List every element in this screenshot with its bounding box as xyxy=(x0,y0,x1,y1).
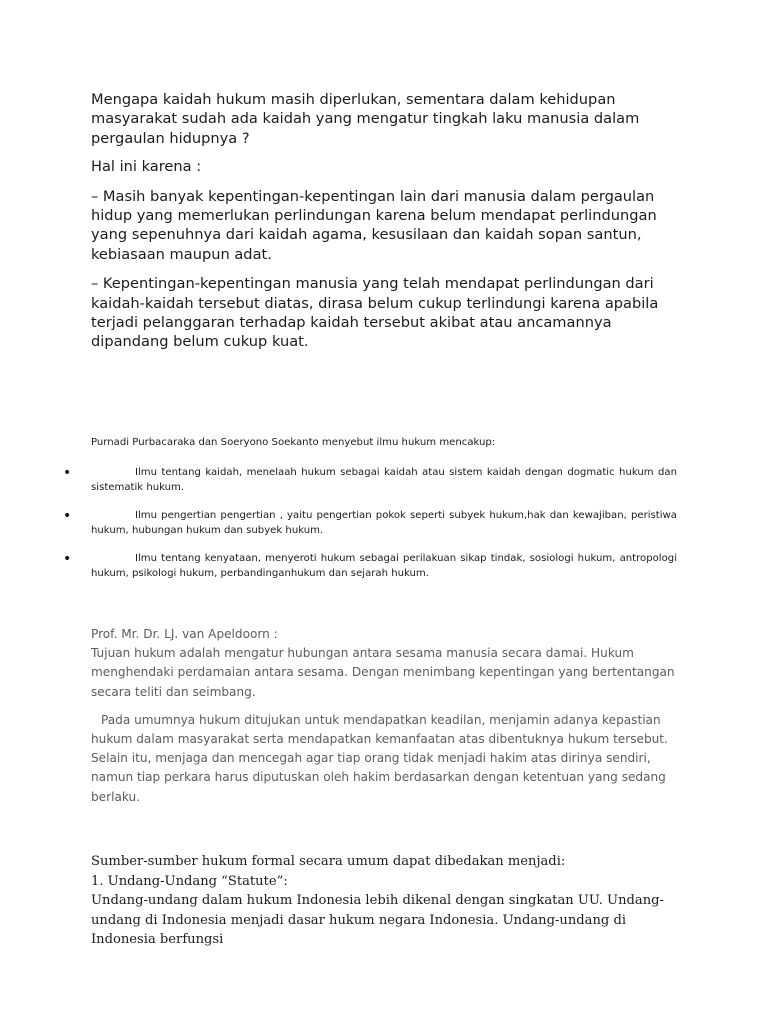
section-kaidah-hukum xyxy=(91,90,691,362)
undang-undang-body: Undang-undang dalam hukum Indonesia lebih dikenal dengan singkatan UU. Undang-undang di Indonesia menjadi dasar hukum negara Indonesia. Undang-undang di Indonesia berfungsi xyxy=(91,893,664,948)
bullet-icon: • xyxy=(63,551,72,567)
list-item xyxy=(0,509,768,538)
author-line: Prof. Mr. Dr. LJ. van Apeldoorn : xyxy=(91,627,278,641)
lead-paragraph: Hal ini karena : xyxy=(91,158,202,176)
list-item-text: Ilmu pengertian pengertian , yaitu pengertian pokok seperti subyek hukum,hak dan kewajiban, peristiwa hukum, hubungan hukum dan subyek hukum. xyxy=(91,510,677,536)
list-item xyxy=(0,466,768,495)
keadilan-paragraph: Pada umumnya hukum ditujukan untuk mendapatkan keadilan, menjamin adanya kepastian hukum dalam masyarakat serta mendapatkan kemanfaatan atas dibentuknya hukum tersebut. Selain itu, menjaga dan mencegah agar tiap orang tidak menjadi hakim atas dirinya sendiri, namun tiap perkara harus diputuskan oleh hakim berdasarkan dengan ketentuan yang sedang berlaku. xyxy=(91,712,668,804)
bullet-icon: • xyxy=(63,465,72,481)
section-sumber-hukum xyxy=(91,852,681,950)
ilmu-hukum-intro: Purnadi Purbacaraka dan Soeryono Soekanto menyebut ilmu hukum mencakup: xyxy=(91,437,496,448)
bullet-icon: • xyxy=(63,508,72,524)
point-paragraph-2: – Kepentingan-kepentingan manusia yang telah mendapat perlindungan dari kaidah-kaidah tersebut diatas, dirasa belum cukup terlindungi karena apabila terjadi pelanggaran terhadap kaidah tersebut akibat atau ancamannya dipandang belum cukup kuat. xyxy=(91,275,659,351)
list-item-text: Ilmu tentang kenyataan, menyeroti hukum sebagai perilakuan sikap tindak, sosiologi hukum, antropologi hukum, psikologi hukum, perbandinganhukum dan sejarah hukum. xyxy=(91,553,677,579)
point-paragraph-1: – Masih banyak kepentingan-kepentingan lain dari manusia dalam pergaulan hidup yang memerlukan perlindungan karena belum mendapat perlindungan yang sepenuhnya dari kaidah agama, kesusilaan dan kaidah sopan santun, kebiasaan maupun adat. xyxy=(91,187,657,263)
question-paragraph: Mengapa kaidah hukum masih diperlukan, sementara dalam kehidupan masyarakat sudah ada kaidah yang mengatur tingkah laku manusia dalam pergaulan hidupnya ? xyxy=(91,91,640,147)
section-apeldoorn xyxy=(91,625,691,807)
tujuan-paragraph: Tujuan hukum adalah mengatur hubungan antara sesama manusia secara damai. Hukum menghendaki perdamaian antara sesama. Dengan menimbang kepentingan yang bertentangan secara teliti dan seimbang. xyxy=(91,646,675,699)
sumber-intro: Sumber-sumber hukum formal secara umum dapat dibedakan menjadi: xyxy=(91,854,566,869)
ilmu-hukum-list xyxy=(0,466,768,595)
list-item xyxy=(0,552,768,581)
list-item-text: Ilmu tentang kaidah, menelaah hukum sebagai kaidah atau sistem kaidah dengan dogmatic hukum dan sistematik hukum. xyxy=(91,467,677,493)
undang-undang-heading: 1. Undang-Undang “Statute”: xyxy=(91,873,288,889)
